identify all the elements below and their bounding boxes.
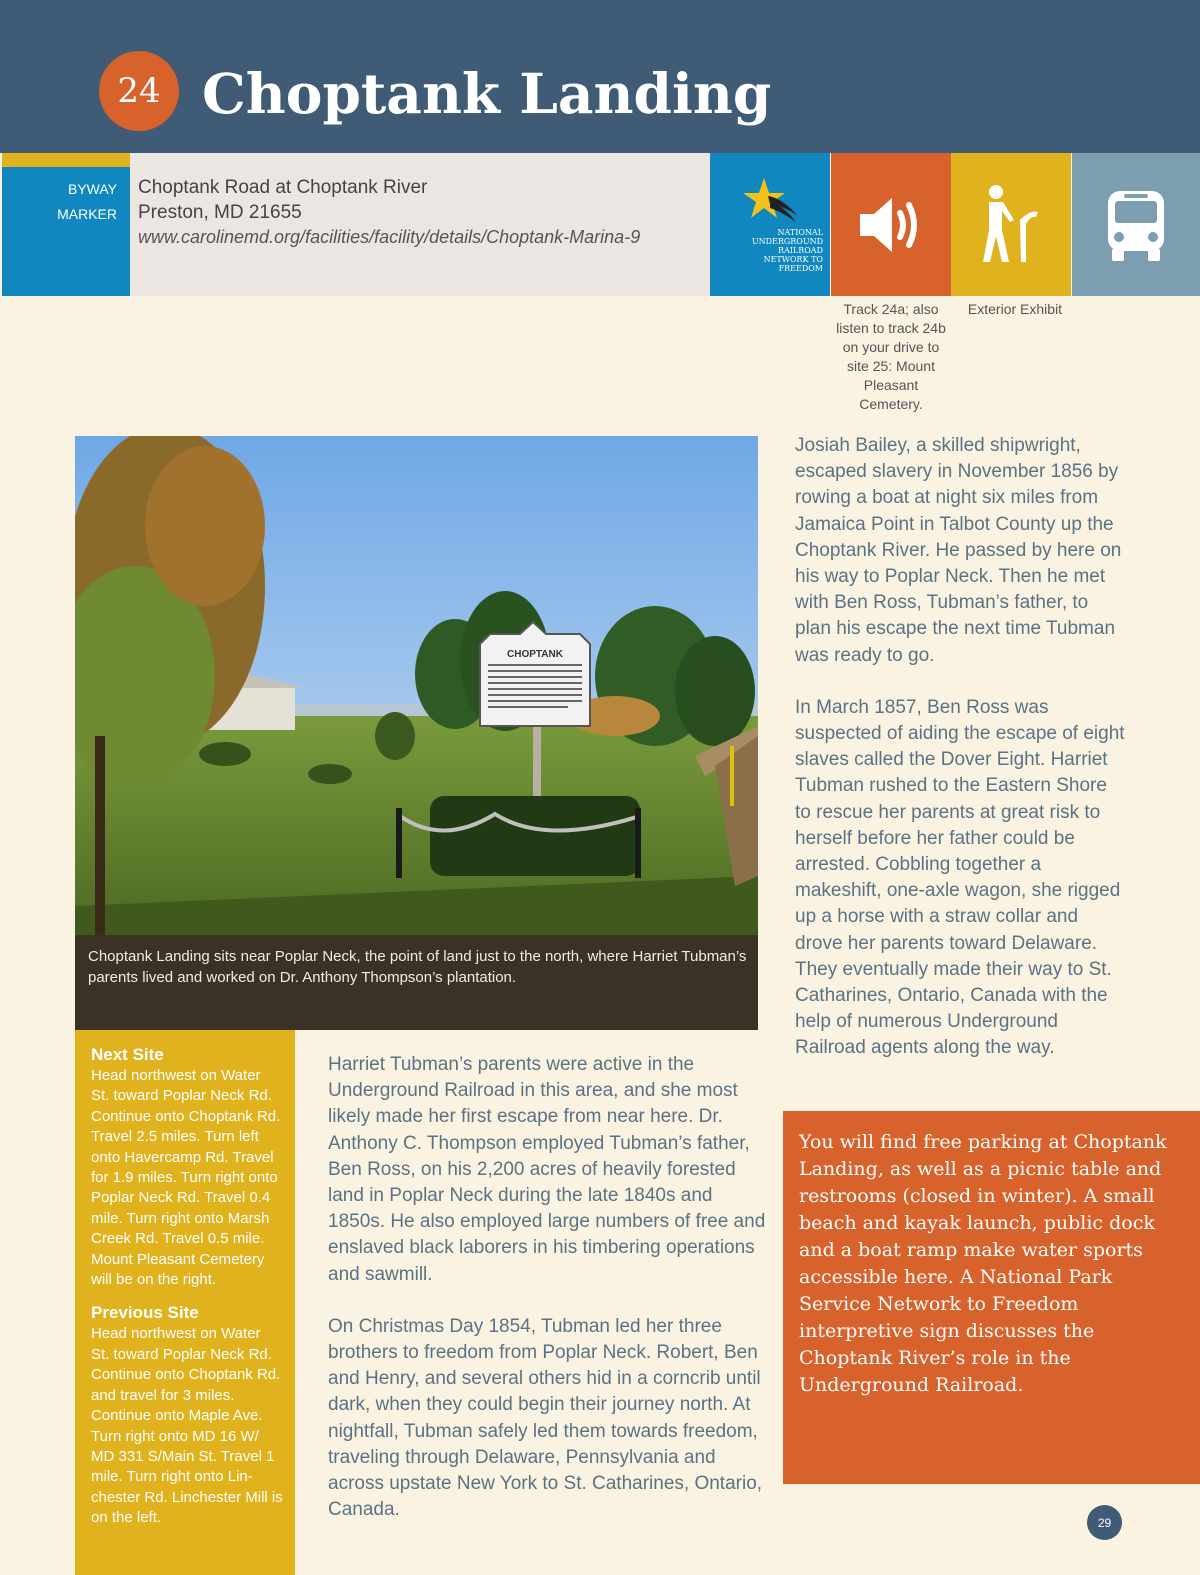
exhibit-caption: Exterior Exhibit	[967, 301, 1063, 317]
audio-track-caption: Track 24a; also listen to track 24b on your drive to site 25: Mount Pleasant Cemetery.	[836, 301, 946, 412]
ugrr-logo-text	[717, 228, 823, 273]
site-number-badge: 24	[99, 51, 179, 131]
directions-sidebar	[75, 1030, 295, 1575]
address-url[interactable]: www.carolinemd.org/facilities/facility/details/Choptank-Marina-9	[138, 227, 641, 247]
photo-caption: Choptank Landing sits near Poplar Neck, the point of land just to the north, where Harriet Tubman’s parents lived and worked on Dr. Anthony Thompson’s plantation.	[88, 948, 747, 986]
speaker-icon	[856, 190, 926, 260]
next-site-directions: Head northwest on Water St. toward Poplar Neck Rd. Continue onto Choptank Rd. Travel 2.5 miles. Turn left onto Havercamp Rd. Travel for 1.9 miles. Turn right onto Poplar Neck Rd. Travel 0.4 mile. Turn right onto Marsh Creek Rd. Travel 0.5 mile. Mount Pleasant Cemetery will be on the right.	[91, 1067, 281, 1289]
exhibit-tile	[951, 153, 1071, 296]
photo-panel	[75, 436, 758, 1030]
marker-label-line2: MARKER	[57, 206, 117, 222]
middle-column-text	[328, 1052, 768, 1549]
site-photo	[75, 436, 758, 935]
address-block	[130, 153, 710, 296]
ugrr-logo-tile	[710, 153, 830, 296]
bus-tile	[1072, 153, 1200, 296]
next-site-heading: Next Site	[91, 1045, 164, 1064]
audio-tour-tile	[831, 153, 951, 296]
address-line1: Choptank Road at Choptank River	[138, 177, 428, 198]
page-number: 29	[1087, 1505, 1122, 1540]
previous-site-directions: Head northwest on Water St. toward Poplar Neck Rd. Continue onto Choptank Rd. and travel for 3 miles. Continue onto Maple Ave. Turn right onto MD 16 W/ MD 331 S/Main St. Travel 1 mile. Turn right onto Lin-chester Rd. Linchester Mill is on the left.	[91, 1325, 283, 1527]
historical-sign-title: CHOPTANK	[507, 649, 563, 660]
right-paragraph-1: Josiah Bailey, a skilled shipwright, escaped slavery in November 1856 by rowing a boat at night six miles from Jamaica Point in Talbot County up the Choptank River. He passed by here on his way to Poplar Neck. Then he met with Ben Ross, Tubman’s father, to plan his escape the next time Tubman was ready to go.	[795, 435, 1122, 666]
marker-label-line1: BYWAY	[67, 181, 117, 197]
middle-paragraph-2: On Christmas Day 1854, Tubman led her three brothers to freedom from Poplar Neck. Robert, Ben and Henry, and several others hid in a corncrib until dark, when they could begin their journey north. At nightfall, Tubman safely led them towards freedom, traveling through Delaware, Pennsylvania and across upstate New York to St. Catharines, Ontario, Canada.	[328, 1315, 763, 1521]
walking-person-icon	[976, 184, 1046, 266]
page-header	[0, 0, 1200, 153]
ugrr-line1: NATIONAL	[777, 228, 823, 237]
right-paragraph-2: In March 1857, Ben Ross was suspected of aiding the escape of eight slaves called the Dover Eight. Harriet Tubman rushed to the Eastern Shore to rescue her parents at great risk to herself before her father could be arrested. Cobbling together a makeshift, one-axle wagon, she rigged up a horse with a straw collar and drove her parents toward Delaware. They eventually made their way to St. Catharines, Ontario, Canada with the help of numerous Underground Railroad agents along the way.	[795, 696, 1125, 1059]
bus-icon	[1104, 187, 1168, 263]
ugrr-line2: UNDERGROUND RAILROAD	[751, 237, 823, 255]
middle-paragraph-1: Harriet Tubman’s parents were active in the Underground Railroad in this area, and she most likely made her first escape from near here. Dr. Anthony C. Thompson employed Tubman’s father, Ben Ross, on his 2,200 acres of heavily forested land in Poplar Neck during the late 1840s and 1850s. He also employed large numbers of free and enslaved black laborers in his timbering operations and sawmill.	[328, 1054, 766, 1285]
ugrr-line3: NETWORK TO FREEDOM	[763, 255, 823, 273]
page-title: Choptank Landing	[202, 61, 772, 126]
parking-info-text: You will find free parking at Choptank Landing, as well as a picnic table and restrooms (closed in winter). A small beach and kayak launch, public dock and a boat ramp make water sports accessible here. A National Park Service Network to Freedom interpretive sign discusses the Choptank River’s role in the Underground Railroad.	[799, 1131, 1167, 1396]
north-star-icon	[740, 176, 800, 226]
previous-site-heading: Previous Site	[91, 1303, 199, 1323]
byway-marker-label	[2, 167, 130, 296]
right-column-text	[795, 433, 1125, 1088]
parking-info-box	[783, 1111, 1200, 1484]
accent-strip	[2, 153, 130, 167]
address-line2: Preston, MD 21655	[138, 202, 302, 223]
